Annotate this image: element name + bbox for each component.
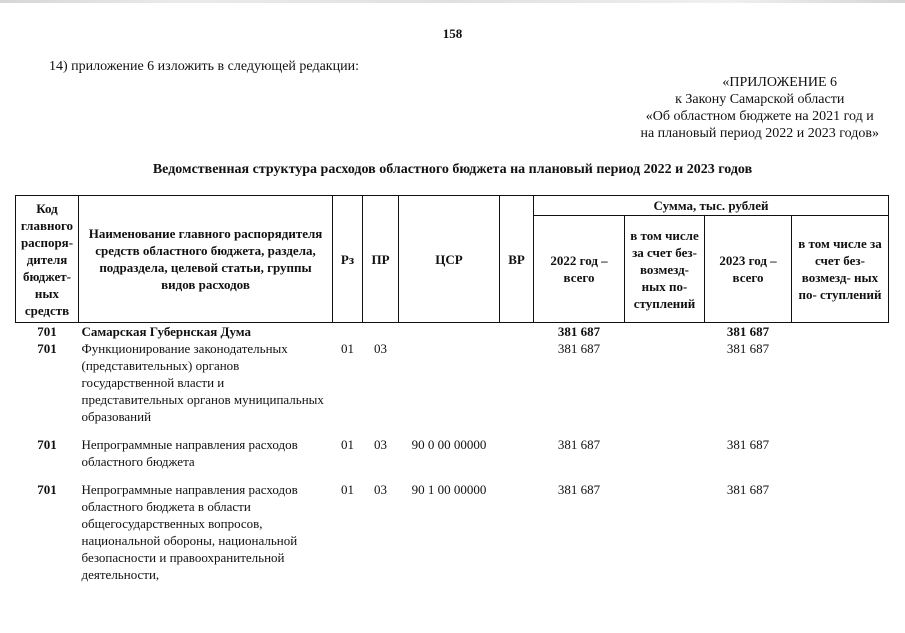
cell-code: 701 xyxy=(37,324,57,339)
header-vr: ВР xyxy=(500,196,534,323)
header-csr: ЦСР xyxy=(399,196,500,323)
table-row xyxy=(16,470,889,583)
budget-table xyxy=(15,195,889,583)
page-number: 158 xyxy=(442,26,463,41)
cell-2023-total: 381 687 xyxy=(726,341,770,356)
cell-2022-total: 381 687 xyxy=(557,324,601,339)
cell-2022-total: 381 687 xyxy=(557,341,601,356)
header-code: Код главного распоря- дителя бюджет- ных средств xyxy=(16,196,79,323)
cell-vr xyxy=(500,323,534,341)
cell-pr xyxy=(363,323,399,341)
cell-csr xyxy=(399,340,500,425)
intro-text: 14) приложение 6 изложить в следующей редакции: xyxy=(49,59,359,74)
scan-artifact xyxy=(0,0,905,3)
document-title: Ведомственная структура расходов областного бюджета на плановый период 2022 и 2023 годов xyxy=(152,162,753,177)
cell-name: Самарская Губернская Дума xyxy=(81,324,252,339)
appendix-line-3: «Об областном бюджете на 2021 год и xyxy=(645,109,874,124)
cell-code: 701 xyxy=(37,437,57,452)
header-2023-free: в том числе за счет без- возмезд- ных по- ступлений xyxy=(792,216,889,323)
cell-code: 701 xyxy=(37,341,57,356)
header-2023-total: 2023 год – всего xyxy=(705,216,792,323)
header-2022-free: в том числе за счет без- возмезд- ных по- ступлений xyxy=(625,216,705,323)
cell-2023-total: 381 687 xyxy=(726,324,770,339)
cell-2023-free xyxy=(792,340,889,425)
cell-csr: 90 0 00 00000 xyxy=(411,437,487,452)
table-row xyxy=(16,323,889,341)
cell-2022-free xyxy=(625,323,705,341)
header-name: Наименование главного распорядителя средств областного бюджета, раздела, подраздела, целевой статьи, группы видов расходов xyxy=(79,196,333,323)
cell-vr xyxy=(500,470,534,583)
cell-pr: 03 xyxy=(374,482,387,497)
cell-vr xyxy=(500,425,534,470)
table-row xyxy=(16,425,889,470)
cell-vr xyxy=(500,340,534,425)
cell-code: 701 xyxy=(37,482,57,497)
header-sum: Сумма, тыс. рублей xyxy=(534,196,889,216)
cell-2022-free xyxy=(625,470,705,583)
cell-2023-total: 381 687 xyxy=(726,482,770,497)
cell-name: Функционирование законодательных (представительных) органов государственной власти и представительных органов муниципальных образований xyxy=(81,341,324,424)
header-2022-total: 2022 год – всего xyxy=(534,216,625,323)
appendix-header xyxy=(640,74,879,142)
cell-2022-total: 381 687 xyxy=(557,482,601,497)
cell-rz: 01 xyxy=(341,341,354,356)
appendix-line-1: «ПРИЛОЖЕНИЕ 6 xyxy=(722,75,838,90)
header-rz: Рз xyxy=(333,196,363,323)
cell-2023-free xyxy=(792,470,889,583)
cell-csr: 90 1 00 00000 xyxy=(411,482,487,497)
cell-pr: 03 xyxy=(374,341,387,356)
cell-pr: 03 xyxy=(374,437,387,452)
cell-2022-free xyxy=(625,425,705,470)
cell-csr xyxy=(399,323,500,341)
cell-2023-total: 381 687 xyxy=(726,437,770,452)
cell-rz: 01 xyxy=(341,482,354,497)
table-row xyxy=(16,340,889,425)
cell-2022-free xyxy=(625,340,705,425)
appendix-line-2: к Закону Самарской области xyxy=(675,92,845,107)
cell-name: Непрограммные направления расходов областного бюджета xyxy=(81,437,298,469)
cell-2023-free xyxy=(792,323,889,341)
header-pr: ПР xyxy=(363,196,399,323)
cell-2022-total: 381 687 xyxy=(557,437,601,452)
cell-rz xyxy=(333,323,363,341)
cell-rz: 01 xyxy=(341,437,354,452)
appendix-line-4: на плановый период 2022 и 2023 годов» xyxy=(640,126,879,141)
cell-name: Непрограммные направления расходов областного бюджета в области общегосударственных вопросов, национальной обороны, национальной безопасности и правоохранительной деятельности, xyxy=(81,482,298,582)
cell-2023-free xyxy=(792,425,889,470)
